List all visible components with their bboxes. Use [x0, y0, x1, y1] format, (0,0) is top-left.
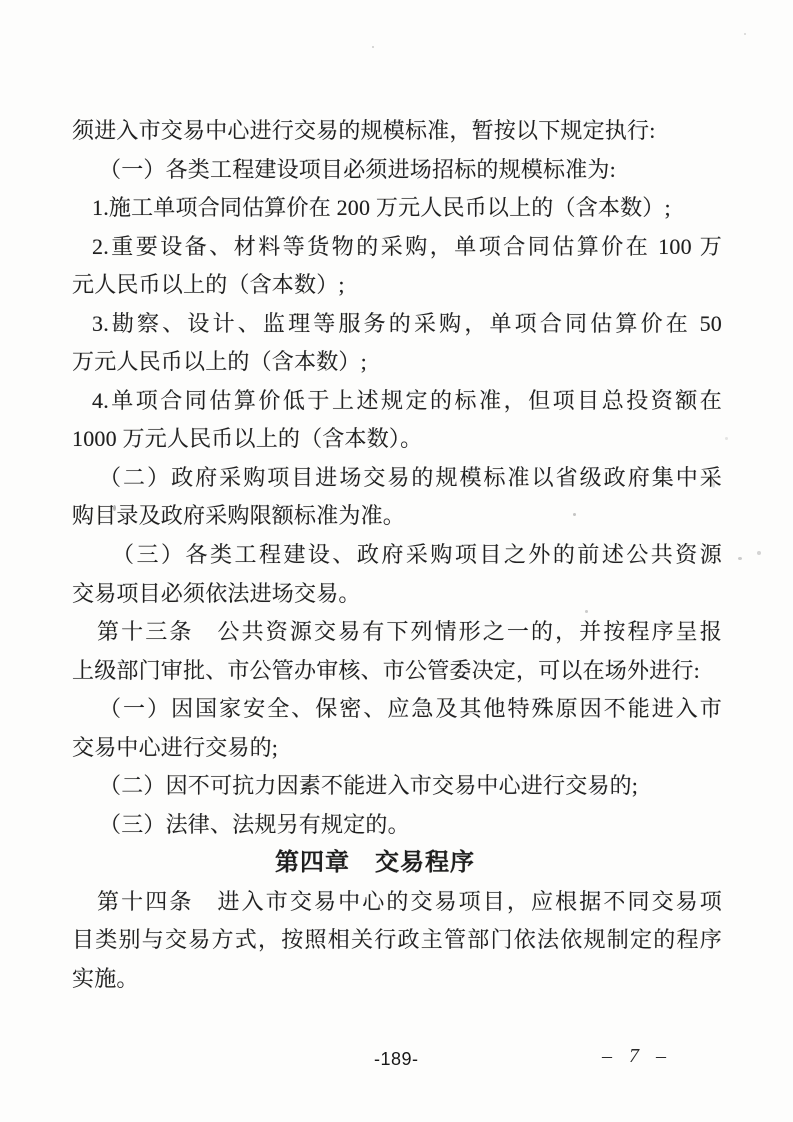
- page-number-left: -189-: [374, 1049, 419, 1069]
- doc-line: 须进入市交易中心进行交易的规模标准，暂按以下规定执行:: [72, 118, 656, 143]
- scan-speck: [757, 551, 761, 555]
- doc-line: （三）法律、法规另有规定的。: [99, 811, 410, 837]
- doc-line: （二）政府采购项目进场交易的规模标准以省级政府集中采: [99, 464, 722, 490]
- scan-speck: [744, 33, 746, 35]
- doc-line: （一）各类工程建设项目必须进场招标的规模标准为:: [99, 156, 616, 182]
- doc-line: （一）因国家安全、保密、应急及其他特殊原因不能进入市: [99, 696, 722, 722]
- doc-line-article-13: 第十三条 公共资源交易有下列情形之一的，并按程序呈报: [97, 619, 722, 645]
- doc-line: 目类别与交易方式，按照相关行政主管部门依法依规制定的程序: [72, 927, 722, 953]
- doc-line: 1000 万元人民币以上的（含本数）。: [72, 426, 423, 452]
- scan-speck: [712, 481, 715, 488]
- doc-line: 4.单项合同估算价低于上述规定的标准，但项目总投资额在: [92, 387, 722, 413]
- doc-line: 1.施工单项合同估算价在 200 万元人民币以上的（含本数）;: [92, 195, 671, 221]
- document-text-column: [72, 112, 722, 999]
- doc-line-article-14: 第十四条 进入市交易中心的交易项目，应根据不同交易项: [97, 888, 722, 914]
- scan-speck: [738, 557, 742, 560]
- scan-speck: [372, 46, 374, 48]
- scan-speck: [725, 437, 728, 440]
- scan-speck: [113, 505, 116, 511]
- doc-line: 万元人民币以上的（含本数）;: [72, 349, 367, 375]
- chapter-heading: 第四章 交易程序: [275, 849, 475, 877]
- doc-line: 购目录及政府采购限额标准为准。: [72, 503, 406, 529]
- page-number-right: – 7 –: [602, 1045, 672, 1067]
- doc-line: 实施。: [72, 966, 139, 992]
- scan-speck: [573, 513, 576, 516]
- doc-line: （二）因不可抗力因素不能进入市交易中心进行交易的;: [99, 773, 639, 799]
- scan-speck: [585, 610, 588, 613]
- doc-line: 交易中心进行交易的;: [72, 734, 279, 760]
- doc-line: 上级部门审批、市公管办审核、市公管委决定，可以在场外进行:: [72, 657, 700, 683]
- doc-line: （三）各类工程建设、政府采购项目之外的前述公共资源: [112, 542, 722, 568]
- doc-line: 元人民币以上的（含本数）;: [72, 272, 345, 298]
- doc-line: 2.重要设备、材料等货物的采购，单项合同估算价在 100 万: [92, 233, 722, 259]
- doc-line: 3.勘察、设计、监理等服务的采购，单项合同估算价在 50: [92, 310, 722, 336]
- doc-line: 交易项目必须依法进场交易。: [72, 580, 361, 606]
